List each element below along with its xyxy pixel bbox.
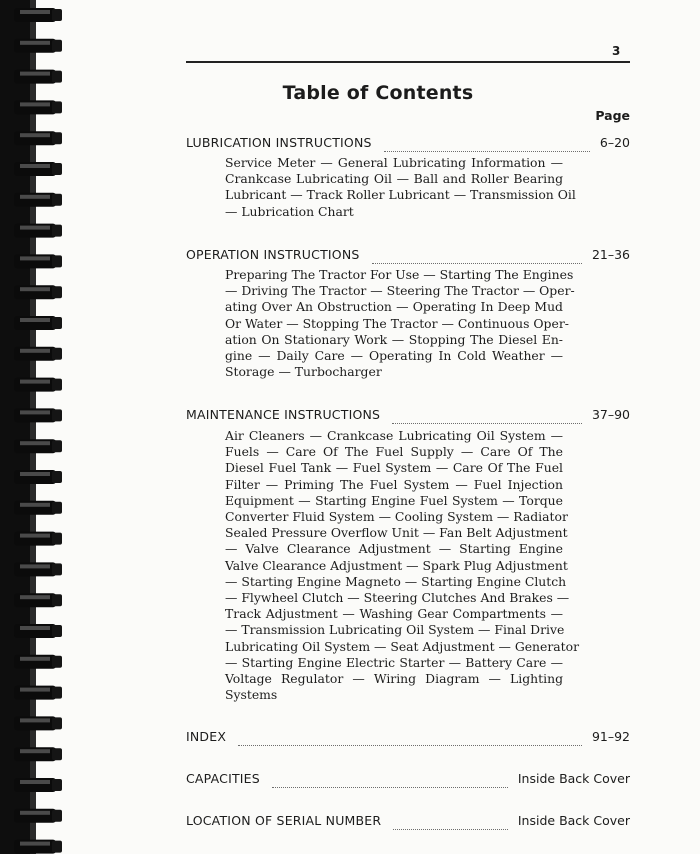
- description-line: Voltage Regulator — Wiring Diagram — Lighting: [225, 671, 563, 687]
- description-line: Storage — Turbocharger: [225, 364, 382, 380]
- toc-entry-heading: CAPACITIES: [186, 771, 260, 786]
- description-line: Crankcase Lubricating Oil — Ball and Roller Bearing: [225, 171, 563, 187]
- description-line: gine — Daily Care — Operating In Cold Weather —: [225, 348, 563, 364]
- toc-entry-pages: 91–92: [591, 729, 630, 744]
- toc-entry-pages: Inside Back Cover: [517, 771, 630, 786]
- toc-entry-description: [225, 428, 580, 703]
- toc-entry-capacities[interactable]: [186, 771, 630, 789]
- spiral-binding: [0, 0, 70, 854]
- description-line: ation On Stationary Work — Stopping The Diesel En-: [225, 331, 563, 347]
- dot-leader: [238, 729, 582, 746]
- toc-entry-heading: MAINTENANCE INSTRUCTIONS: [186, 407, 381, 422]
- toc-entry-pages: 21–36: [591, 247, 630, 262]
- toc-entry-pages: 6–20: [599, 135, 630, 150]
- toc-entry-pages: 37–90: [591, 407, 630, 422]
- description-line: — Lubrication Chart: [225, 203, 354, 219]
- description-line: ating Over An Obstruction — Operating In Deep Mud: [225, 299, 563, 315]
- description-line: Filter — Priming The Fuel System — Fuel Injection: [225, 476, 563, 492]
- description-line: — Starting Engine Magneto — Starting Engine Clutch: [225, 573, 567, 589]
- dot-leader: [393, 813, 508, 830]
- toc-entry-operation[interactable]: [186, 247, 630, 265]
- header-rule: [186, 61, 630, 63]
- toc-entry-description: [225, 155, 576, 220]
- toc-entry-heading: LOCATION OF SERIAL NUMBER: [186, 813, 382, 828]
- description-line: — Valve Clearance Adjustment — Starting Engine: [225, 541, 563, 557]
- toc-entry-heading: OPERATION INSTRUCTIONS: [186, 247, 360, 262]
- description-line: Diesel Fuel Tank — Fuel System — Care Of The Fuel: [225, 460, 563, 476]
- toc-entry-heading: LUBRICATION INSTRUCTIONS: [186, 135, 372, 150]
- description-line: — Starting Engine Electric Starter — Battery Care —: [225, 654, 563, 670]
- description-line: Preparing The Tractor For Use — Starting The Engines: [225, 267, 574, 282]
- toc-entry-pages: Inside Back Cover: [517, 813, 630, 828]
- dot-leader: [392, 407, 582, 424]
- description-line: Or Water — Stopping The Tractor — Continuous Oper-: [225, 315, 569, 331]
- description-line: Equipment — Starting Engine Fuel System — Torque: [225, 492, 563, 508]
- toc-entry-heading: INDEX: [186, 729, 227, 744]
- dot-leader: [372, 247, 582, 264]
- description-line: — Flywheel Clutch — Steering Clutches And Brakes —: [225, 590, 570, 606]
- description-line: Track Adjustment — Washing Gear Compartments —: [225, 606, 563, 622]
- toc-entry-serial-number[interactable]: [186, 813, 630, 831]
- dot-leader: [384, 135, 590, 152]
- description-line: Valve Clearance Adjustment — Spark Plug Adjustment: [225, 557, 568, 573]
- page-number: 3: [612, 44, 621, 58]
- toc-entry-maintenance[interactable]: [186, 407, 630, 425]
- description-line: — Transmission Lubricating Oil System — Final Drive: [225, 622, 565, 638]
- description-line: Air Cleaners — Crankcase Lubricating Oil System —: [225, 428, 563, 443]
- description-line: — Driving The Tractor — Steering The Tractor — Oper-: [225, 283, 575, 299]
- description-line: Service Meter — General Lubricating Information —: [225, 155, 563, 170]
- description-line: Converter Fluid System — Cooling System — Radiator: [225, 509, 568, 525]
- toc-entry-description: [225, 267, 575, 380]
- description-line: Lubricating Oil System — Seat Adjustment — Generator: [225, 638, 580, 654]
- description-line: Lubricant — Track Roller Lubricant — Transmission Oil: [225, 187, 576, 203]
- dot-leader: [272, 771, 508, 788]
- page-title: Table of Contents: [282, 82, 474, 104]
- toc-entry-index[interactable]: [186, 729, 630, 747]
- page-column-header: Page: [595, 108, 630, 123]
- description-line: Sealed Pressure Overflow Unit — Fan Belt Adjustment: [225, 525, 568, 541]
- toc-entry-lubrication[interactable]: [186, 135, 630, 153]
- description-line: Systems: [225, 687, 278, 703]
- description-line: Fuels — Care Of The Fuel Supply — Care Of The: [225, 444, 563, 460]
